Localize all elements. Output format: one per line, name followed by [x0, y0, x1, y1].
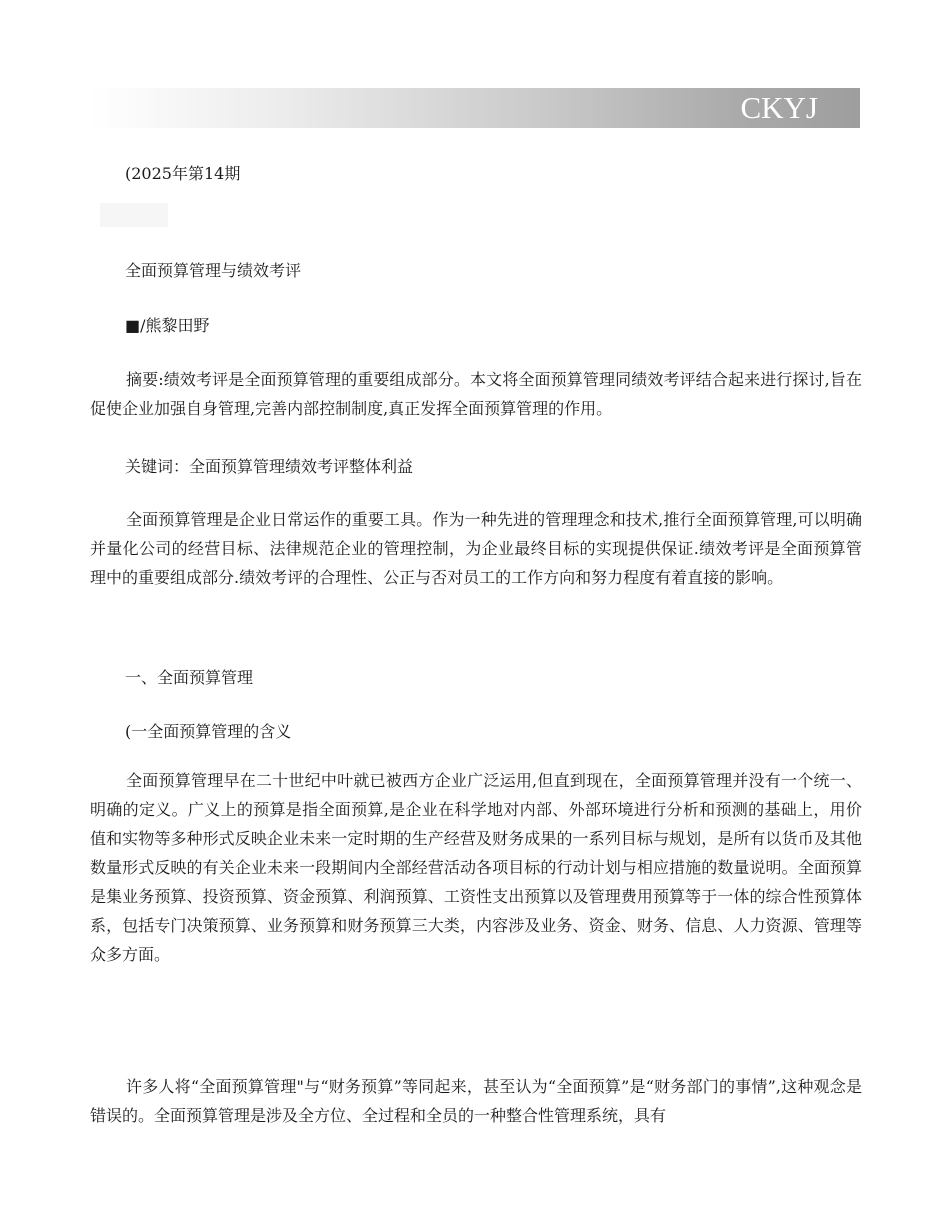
article-title: 全面预算管理与绩效考评	[125, 261, 302, 280]
body-paragraph-1: 全面预算管理早在二十世纪中叶就已被西方企业广泛运用,但直到现在，全面预算管理并没有一个统一、明确的定义。广义上的预算是指全面预算,是企业在科学地对内部、外部环境进行分析和预测的基础上，用价值和实物等多种形式反映企业未来一定时期的生产经营及财务成果的一系列目标与规划，是所有以货币及其他数量形式反映的有关企业未来一段期间内全部经营活动各项目标的行动计划与相应措施的数量说明。全面预算是集业务预算、投资预算、资金预算、利润预算、工资性支出预算以及管理费用预算等于一体的综合性预算体系，包括专门决策预算、业务预算和财务预算三大类，内容涉及业务、资金、财务、信息、人力资源、管理等众多方面。	[90, 771, 862, 964]
journal-logo: CKYJ	[740, 90, 818, 125]
intro-paragraph: 全面预算管理是企业日常运作的重要工具。作为一种先进的管理理念和技术,推行全面预算管理,可以明确并量化公司的经营目标、法律规范企业的管理控制，为企业最终目标的实现提供保证.绩效考评是全面预算管理中的重要组成部分.绩效考评的合理性、公正与否对员工的工作方向和努力程度有着直接的影响。	[90, 510, 862, 587]
article-abstract: 摘要:绩效考评是全面预算管理的重要组成部分。本文将全面预算管理同绩效考评结合起来进行探讨,旨在促使企业加强自身管理,完善内部控制制度,真正发挥全面预算管理的作用。	[90, 370, 862, 418]
issue-number: (2025年第14期	[125, 164, 241, 183]
journal-header-band	[90, 88, 860, 128]
article-keywords: 关键词：全面预算管理绩效考评整体利益	[125, 457, 414, 476]
image-placeholder	[100, 203, 168, 227]
body-paragraph-2: 许多人将“全面预算管理"与“财务预算”等同起来，甚至认为“全面预算”是“财务部门的事情”,这种观念是错误的。全面预算管理是涉及全方位、全过程和全员的一种整合性管理系统，具有	[90, 1077, 862, 1125]
subsection-heading: (一全面预算管理的含义	[125, 722, 292, 741]
article-author: ■/熊黎田野	[125, 316, 210, 335]
section-heading: 一、全面预算管理	[125, 668, 254, 687]
